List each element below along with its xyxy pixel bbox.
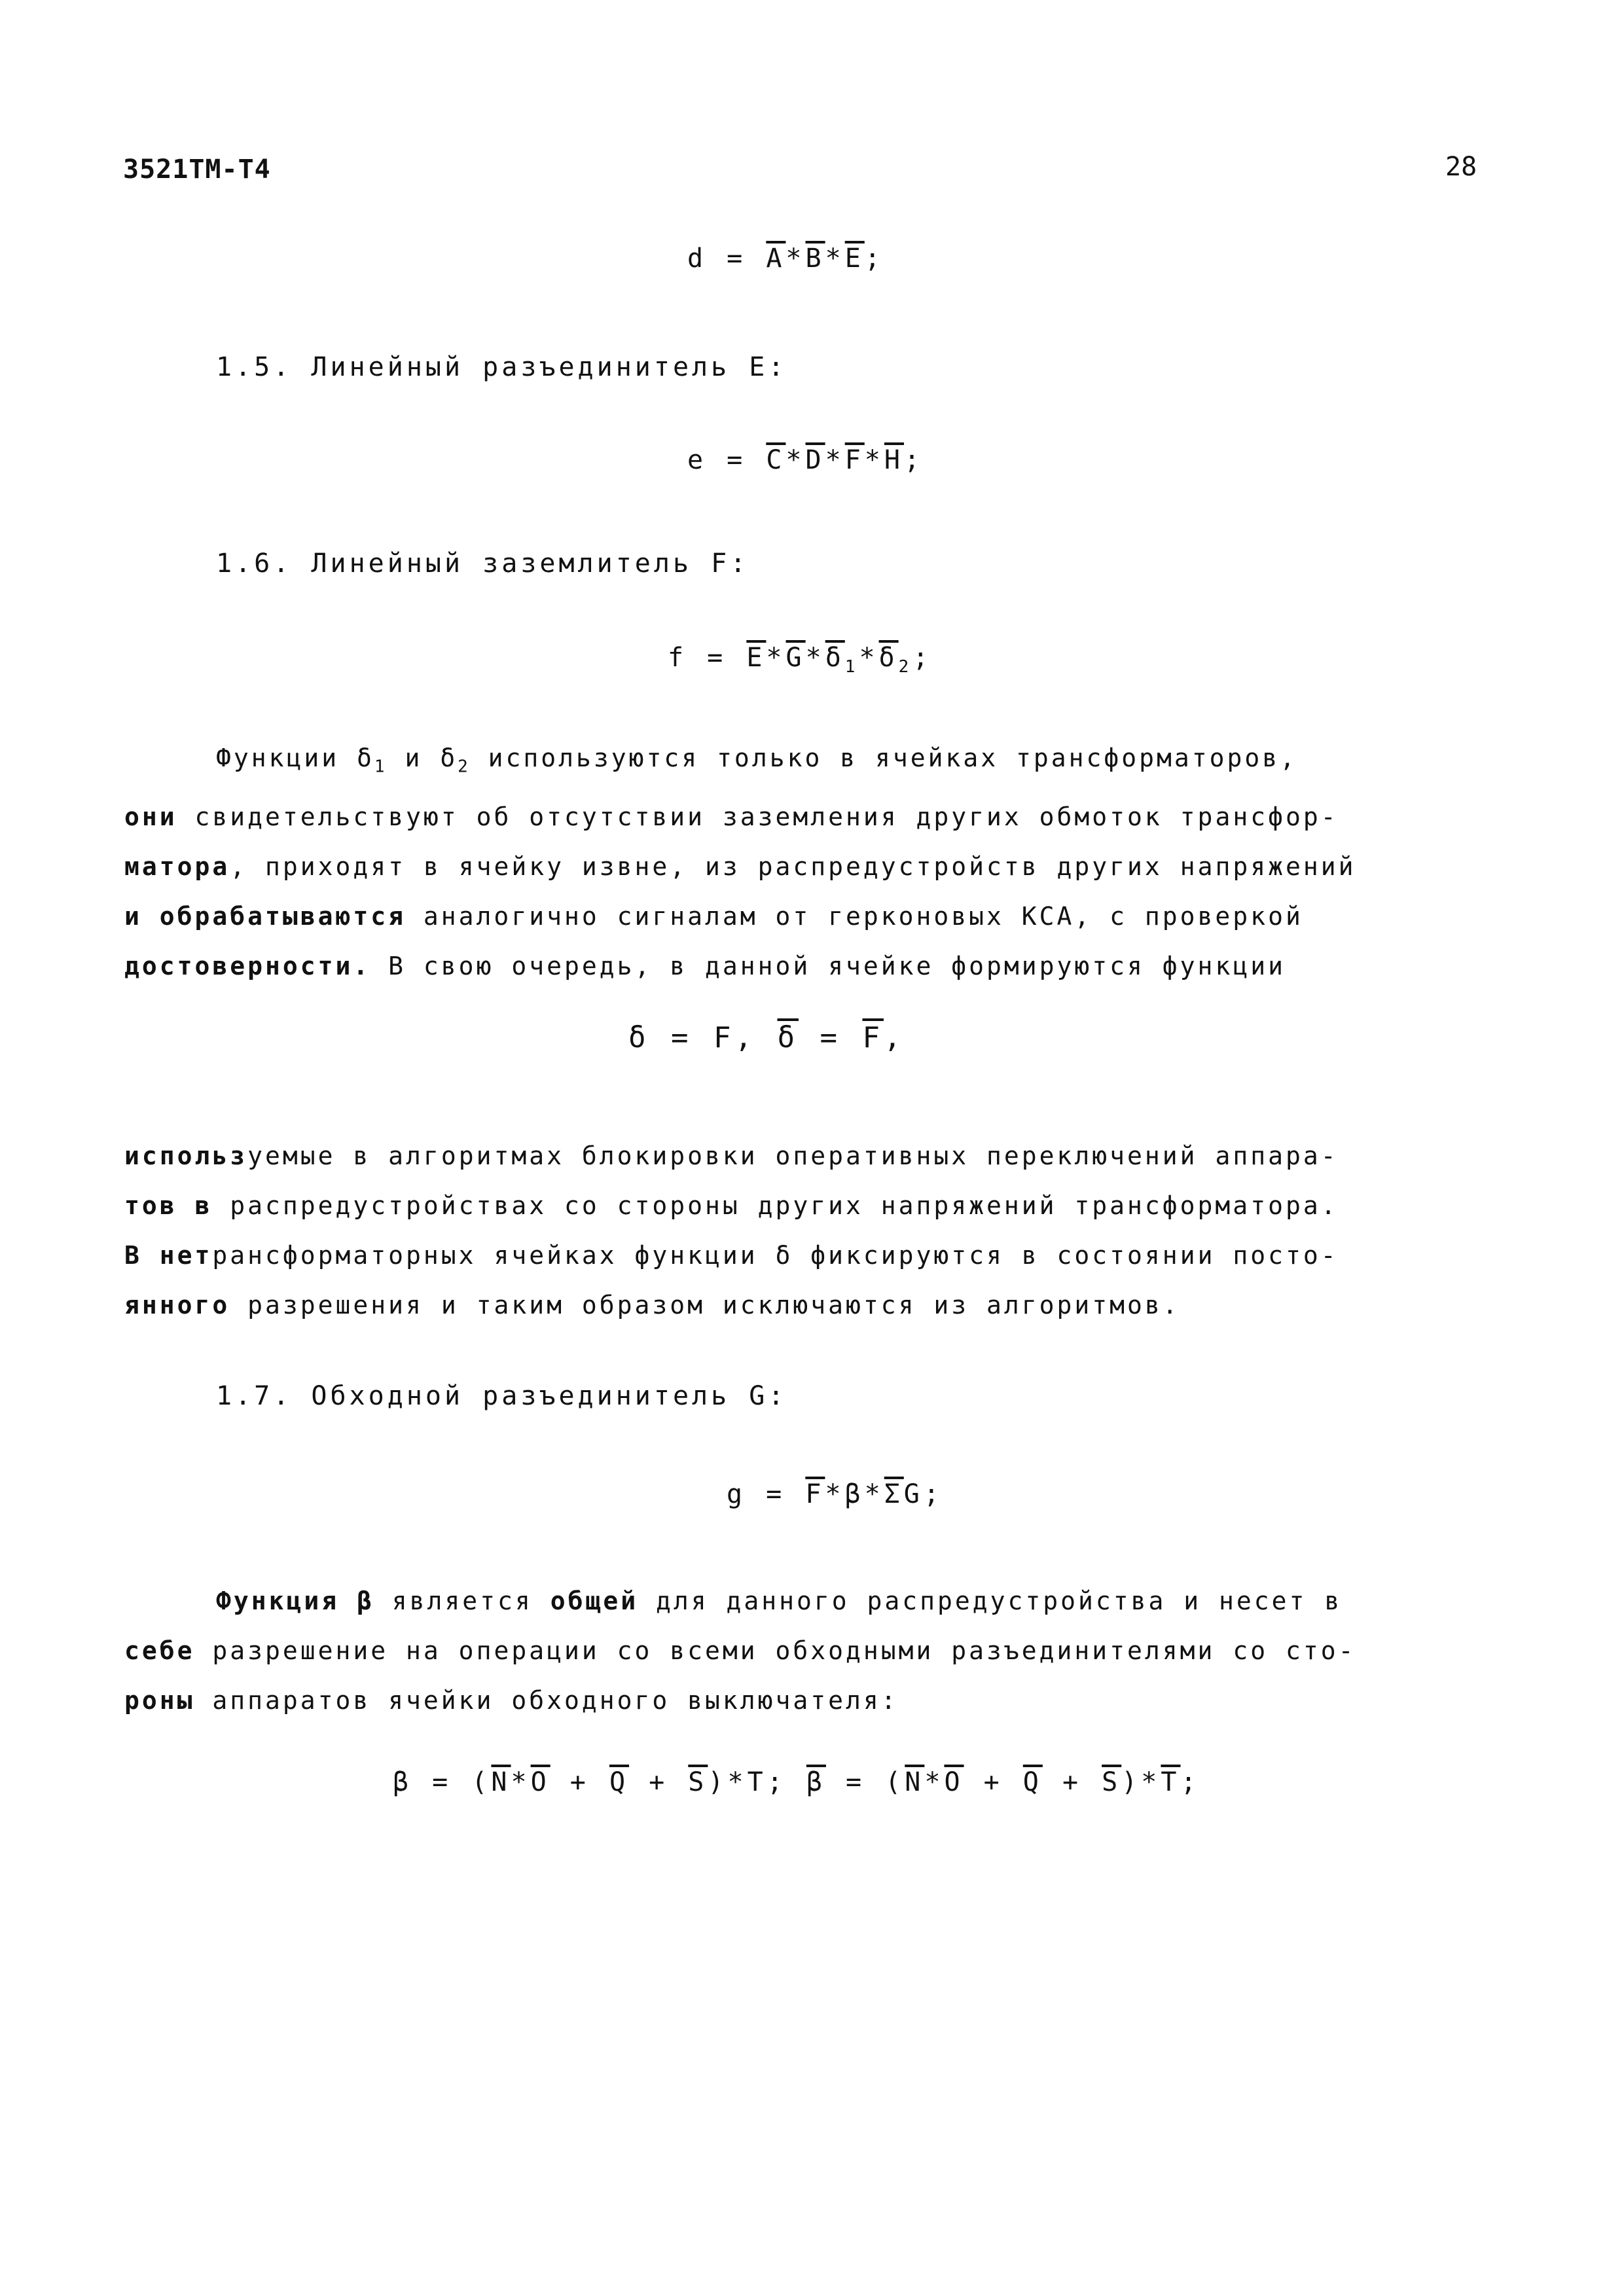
formula-g: $g = \overline{F}*\beta*\overline{\Sigma}G$; — [727, 1479, 943, 1509]
section-heading-1-6: 1.6. Линейный заземлитель F: — [216, 548, 749, 579]
document-id: 3521ТМ-Т4 — [123, 154, 271, 185]
formula-beta: $\beta = (\overline{N}*\overline{O} + \overline{Q} + \overline{S})*T$; $\overline{\beta} = (\overline{N}*\overline{O} + \overline{Q} + \overline{S})*\overline{T}$; — [393, 1767, 1200, 1797]
paragraph-beta-function: Функция β является общей для данного распредустройства и несет в себе разрешение на операции со всеми обходными разъединителями со сто- роны аппаратов ячейки обходного выключателя: — [124, 1587, 1356, 1715]
formula-delta: δ = F, $\overline{\delta} = \overline{F}$, — [628, 1021, 905, 1054]
paragraph-delta-functions: Функции $\delta_1$ и $\delta_2$ используются только в ячейках трансформаторов, они свидетельствуют об отсутствии заземления других обмоток трансфор- матора, приходят в ячейку извне, из распредустройств других напряжений и обрабатываются аналогично сигналам от герконовых КСА, с проверкой достоверности. В свою очередь, в данной ячейке формируются функции — [124, 744, 1356, 980]
paragraph-delta-usage: используемые в алгоритмах блокировки оперативных переключений аппара- тов в распредустройствах со стороны других напряжений трансформатора. В нетрансформаторных ячейках функции δ фиксируются в состоянии посто- янного разрешения и таким образом исключаются из алгоритмов. — [124, 1141, 1339, 1319]
formula-f: $f = \overline{E}*\overline{G}*\overline{\delta}_1*\overline{\delta}_2$; — [668, 643, 933, 677]
section-heading-1-5: 1.5. Линейный разъединитель E: — [216, 352, 787, 382]
section-heading-1-7: 1.7. Обходной разъединитель G: — [216, 1381, 787, 1411]
page-number: 28 — [1445, 152, 1477, 182]
formula-e: $e = \overline{C}*\overline{D}*\overline{F}*\overline{H}$; — [687, 445, 924, 475]
formula-d: $d = \overline{A}*\overline{B}*\overline{E}$; — [687, 243, 884, 274]
